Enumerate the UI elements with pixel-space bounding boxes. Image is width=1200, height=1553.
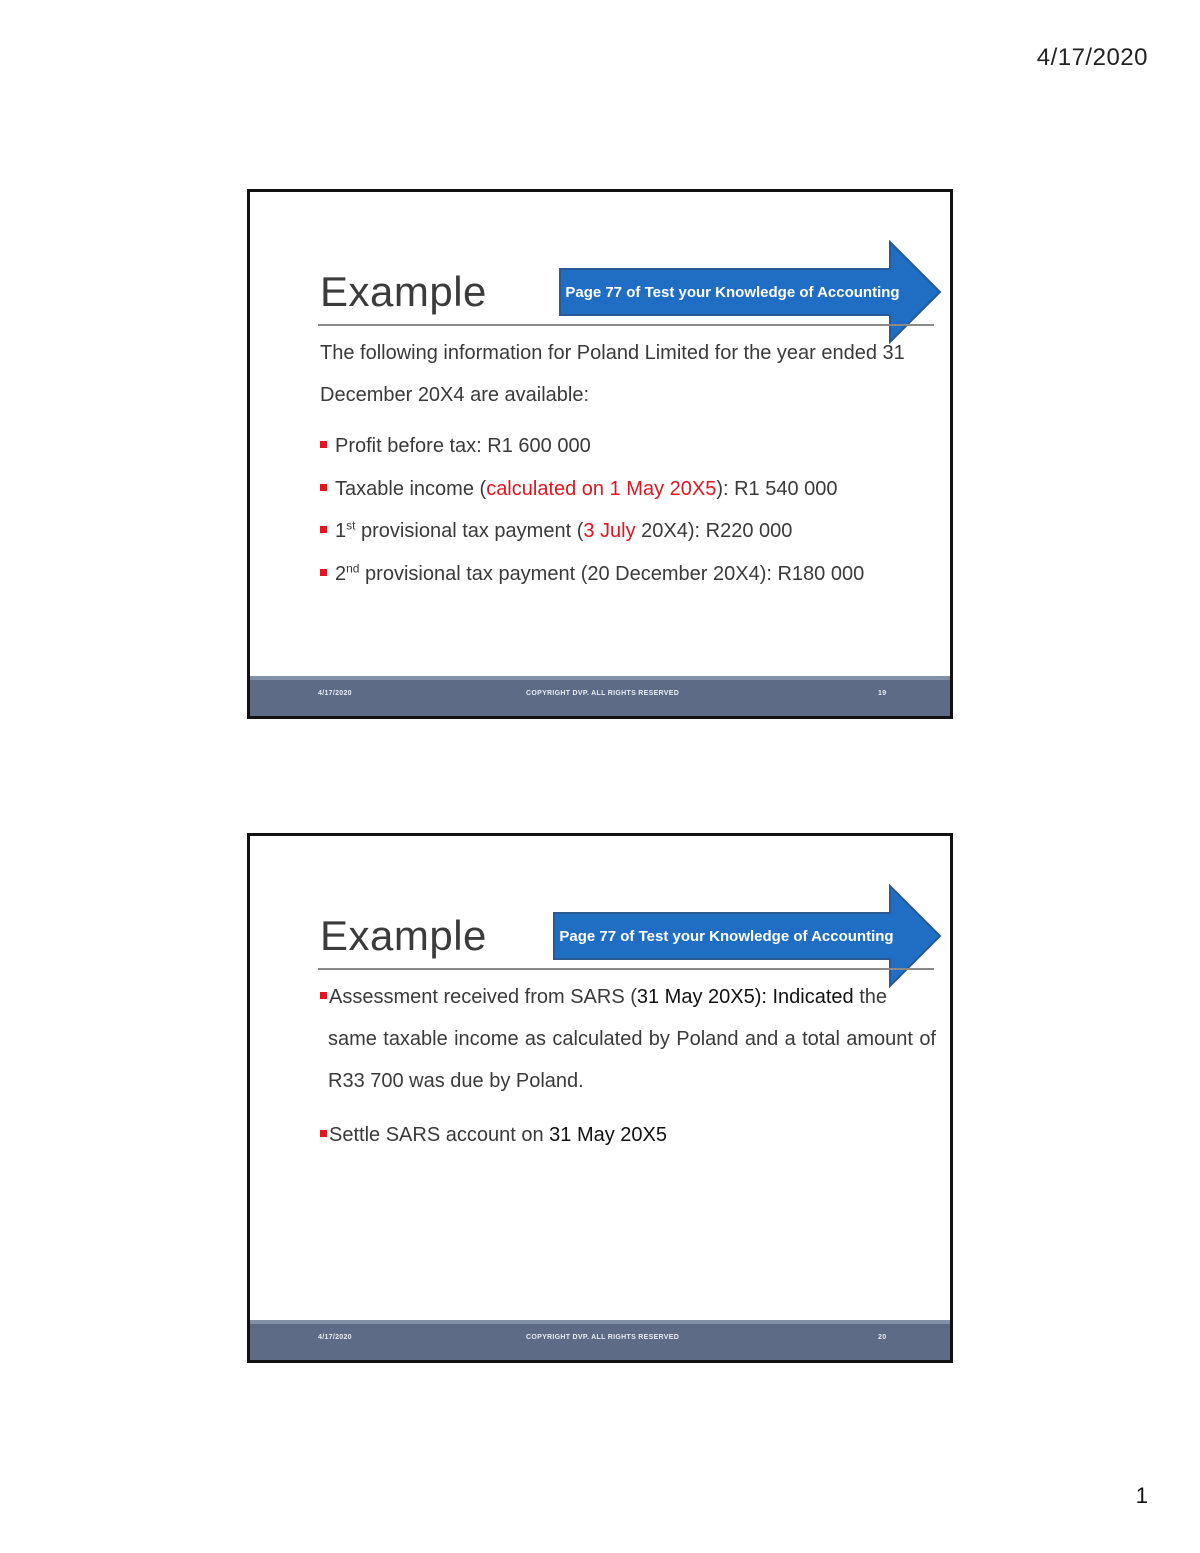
footer-copyright: COPYRIGHT DVP. ALL RIGHTS RESERVED xyxy=(526,690,680,697)
callout-label: Page 77 of Test your Knowledge of Accounting xyxy=(559,927,894,945)
page-date: 4/17/2020 xyxy=(1036,44,1148,71)
title-divider xyxy=(318,324,934,326)
callout-arrow xyxy=(554,886,938,986)
paragraph-text: the xyxy=(853,986,888,1008)
paragraph-text: Settle SARS account on xyxy=(329,1124,550,1146)
bullet-square-icon xyxy=(320,484,327,491)
bullet-list xyxy=(320,425,940,595)
bullet-ordinal: 2 xyxy=(335,562,347,585)
bullet-highlight: calculated on 1 May 20X5 xyxy=(486,477,717,500)
paragraph-emphasis: 31 May 20X5 xyxy=(549,1124,667,1146)
bullet-text: provisional tax payment (20 December 20X4): R180 000 xyxy=(359,562,865,585)
slide-footer xyxy=(250,676,950,716)
footer-copyright: COPYRIGHT DVP. ALL RIGHTS RESERVED xyxy=(526,1334,680,1341)
ordinal-suffix: nd xyxy=(346,560,360,575)
slide-number: 20 xyxy=(878,1334,887,1341)
bullet-square-icon xyxy=(320,1130,327,1137)
paragraph-assessment xyxy=(320,976,936,1102)
bullet-text: 20X4): R220 000 xyxy=(635,520,793,542)
paragraph-emphasis: 31 May 20X5): Indicated xyxy=(636,986,854,1008)
callout-label: Page 77 of Test your Knowledge of Accounting xyxy=(565,283,900,301)
slide-title: Example xyxy=(320,268,487,315)
bullet-square-icon xyxy=(320,526,327,533)
footer-date: 4/17/2020 xyxy=(318,690,352,697)
bullet-text: Taxable income ( xyxy=(335,477,487,500)
bullet-text: provisional tax payment ( xyxy=(355,520,584,542)
list-item xyxy=(320,553,940,596)
title-divider xyxy=(318,968,934,970)
list-item xyxy=(320,510,940,553)
paragraph-text: Assessment received from SARS ( xyxy=(329,986,637,1008)
ordinal-suffix: st xyxy=(346,518,356,533)
callout-arrow xyxy=(560,242,944,342)
slide-19 xyxy=(247,189,953,719)
bullet-text: Profit before tax: R1 600 000 xyxy=(335,435,591,457)
list-item xyxy=(320,468,940,511)
bullet-ordinal: 1 xyxy=(335,520,347,542)
bullet-text: ): R1 540 000 xyxy=(716,477,838,500)
slide-footer xyxy=(250,1320,950,1360)
bullet-square-icon xyxy=(320,441,327,448)
footer-date: 4/17/2020 xyxy=(318,1334,352,1341)
paragraph-settle xyxy=(320,1114,936,1156)
page-number: 1 xyxy=(1135,1483,1148,1508)
slide-20 xyxy=(247,833,953,1363)
slide-title: Example xyxy=(320,912,487,959)
bullet-highlight: 3 July xyxy=(583,520,636,542)
bullet-square-icon xyxy=(320,992,327,999)
intro-text: The following information for Poland Limited for the year ended 31 December 20X4 are available: xyxy=(320,342,905,406)
bullet-square-icon xyxy=(320,569,327,576)
slide-number: 19 xyxy=(878,690,887,697)
list-item xyxy=(320,425,940,468)
slide-body xyxy=(320,976,936,1156)
paragraph-continuation: same taxable income as calculated by Poland and a total amount of R33 700 was due by Poland. xyxy=(328,1028,936,1092)
